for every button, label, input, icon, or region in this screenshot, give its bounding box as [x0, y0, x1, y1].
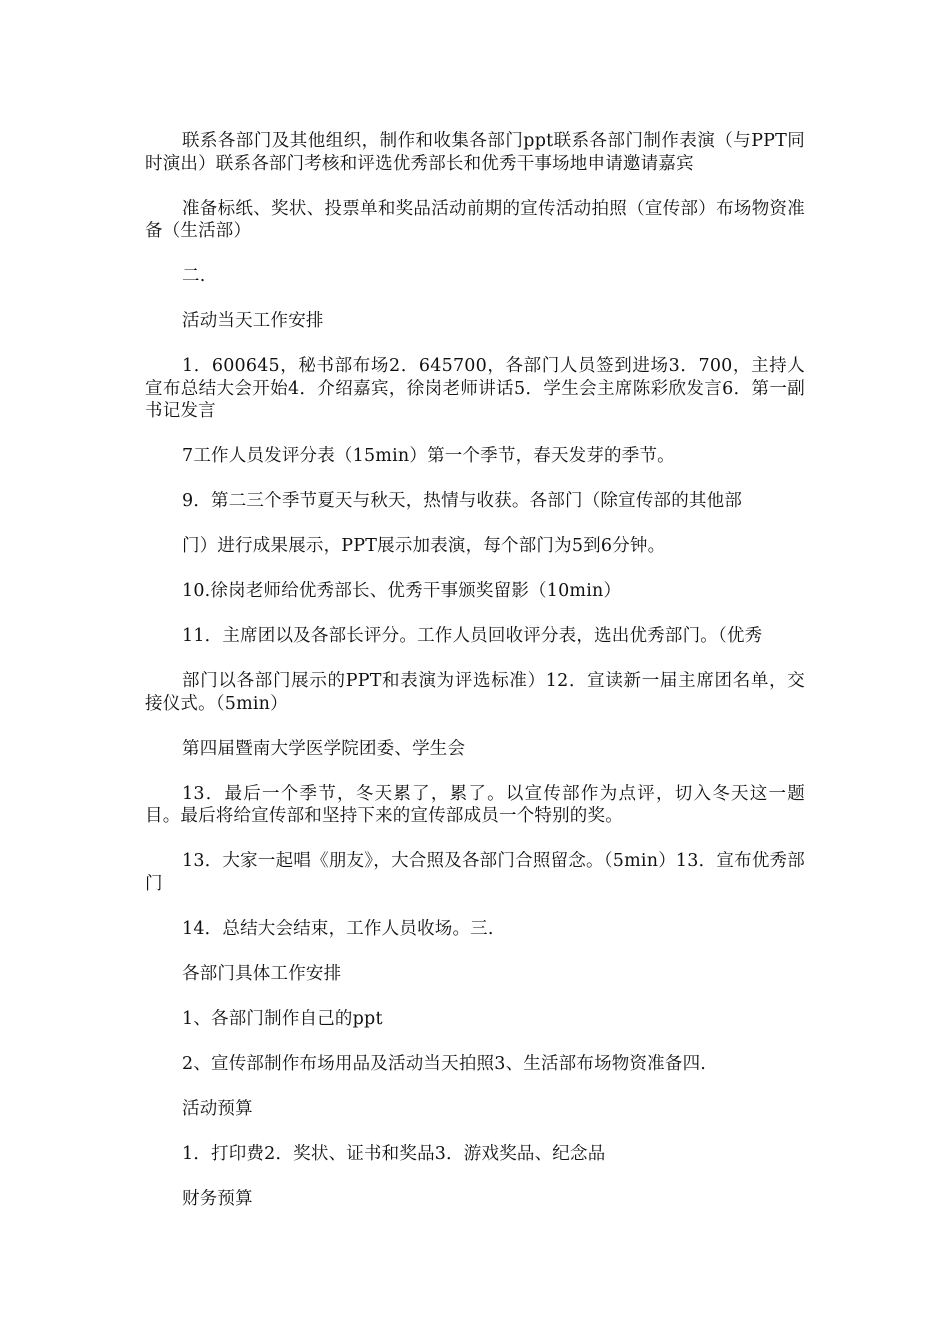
paragraph-schedule-10: 10.徐岗老师给优秀部长、优秀干事颁奖留影（10min）: [182, 581, 622, 601]
section-title-department-tasks: 各部门具体工作安排: [182, 963, 342, 984]
section-heading-two: 二.: [182, 266, 206, 286]
paragraph-budget-items: 1．打印费2．奖状、证书和奖品3．游戏奖品、纪念品: [182, 1143, 606, 1164]
paragraph-schedule-7: 7工作人员发评分表（15min）第一个季节，春天发芽的季节。: [182, 446, 675, 466]
paragraph-schedule-9-continued: 门）进行成果展示，PPT展示加表演，每个部门为5到6分钟。: [182, 536, 666, 556]
paragraph-organization-name: 第四届暨南大学医学院团委、学生会: [182, 738, 466, 759]
paragraph-schedule-1-6: 1．600645，秘书部布场2．645700，各部门人员签到进场3．700，主持人宣布总结大会开始4．介绍嘉宾，徐岗老师讲话5．学生会主席陈彩欣发言6．第一副书记发言: [145, 356, 805, 421]
section-title-day-schedule: 活动当天工作安排: [182, 311, 324, 331]
document-body: [145, 130, 805, 1233]
paragraph-prepare-materials: 准备标纸、奖状、投票单和奖品活动前期的宣传活动拍照（宣传部）布场物资准备（生活部）: [145, 198, 805, 241]
paragraph-schedule-13-song: 13．大家一起唱《朋友》，大合照及各部门合照留念。（5min）13．宣布优秀部门: [145, 851, 805, 894]
section-title-budget: 活动预算: [182, 1098, 253, 1119]
section-title-financial-budget: 财务预算: [182, 1188, 253, 1209]
paragraph-schedule-11-continued: 部门以各部门展示的PPT和表演为评选标准）12．宣读新一届主席团名单，交接仪式。（5min）: [145, 671, 805, 714]
paragraph-schedule-11: 11．主席团以及各部长评分。工作人员回收评分表，选出优秀部门。（优秀: [182, 626, 763, 646]
paragraph-schedule-14: 14．总结大会结束，工作人员收场。三.: [182, 918, 494, 939]
paragraph-task-1: 1、各部门制作自己的ppt: [182, 1008, 383, 1029]
paragraph-schedule-13-winter: 13．最后一个季节，冬天累了，累了。以宣传部作为点评，切入冬天这一题目。最后将给宣传部和坚持下来的宣传部成员一个特别的奖。: [145, 783, 805, 826]
paragraph-schedule-9: 9．第二三个季节夏天与秋天，热情与收获。各部门（除宣传部的其他部: [182, 491, 743, 511]
paragraph-contact-departments: 联系各部门及其他组织，制作和收集各部门ppt联系各部门制作表演（与PPT同时演出）联系各部门考核和评选优秀部长和优秀干事场地申请邀请嘉宾: [145, 131, 805, 174]
paragraph-task-2-3: 2、宣传部制作布场用品及活动当天拍照3、生活部布场物资准备四.: [182, 1053, 707, 1074]
